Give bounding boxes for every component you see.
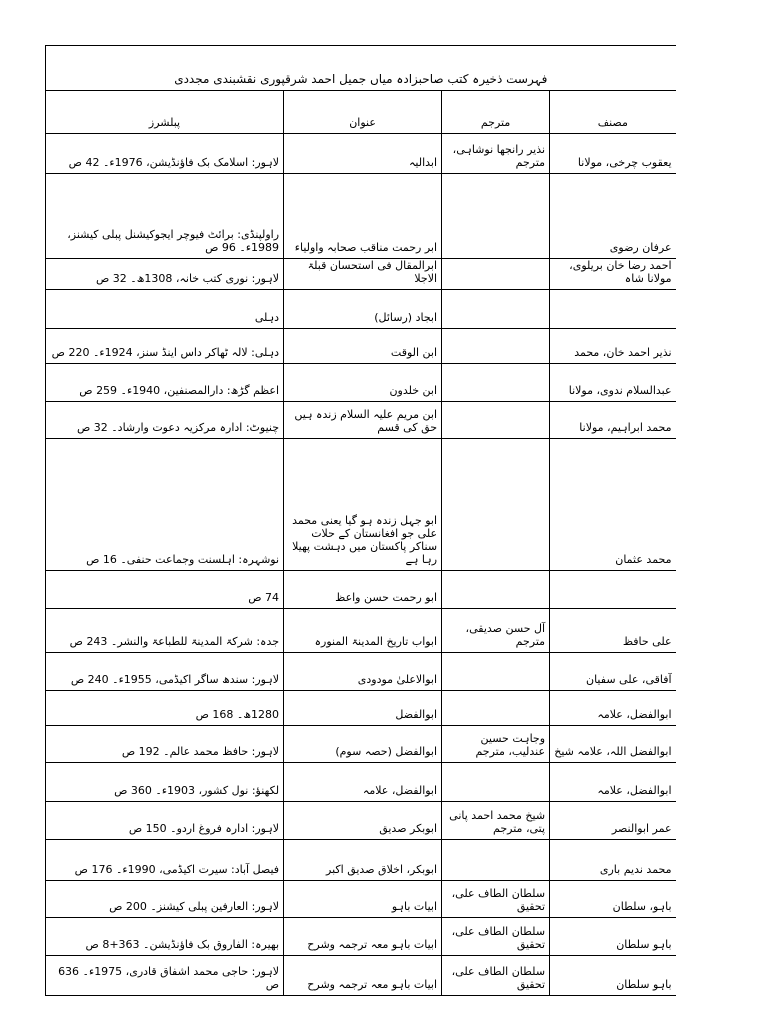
- table-row: [46, 763, 676, 802]
- cell-author: ابوالفضل، علامہ: [550, 763, 676, 802]
- table-row: [46, 439, 676, 571]
- cell-title: ابیات باہو معہ ترجمہ وشرح: [284, 918, 442, 956]
- cell-publisher: لاہور: ادارہ فروغ اردو۔ 150 ص: [46, 802, 284, 840]
- cell-translator: [442, 439, 550, 571]
- cell-translator: سلطان الطاف علی، تحقیق: [442, 881, 550, 918]
- cell-title: ابوالاعلیٰ مودودی: [284, 653, 442, 691]
- cell-author: ابوالفضل اللہ، علامہ شیخ: [550, 726, 676, 763]
- table-row: [46, 364, 676, 402]
- table-row: [46, 290, 676, 329]
- cell-translator: [442, 571, 550, 609]
- cell-title: ابن الوقت: [284, 329, 442, 364]
- table-row: [46, 840, 676, 881]
- table-row: [46, 259, 676, 290]
- cell-title: ابوبکر، اخلاق صدیق اکبر: [284, 840, 442, 881]
- cell-publisher: فیصل آباد: سیرت اکیڈمی، 1990ء۔ 176 ص: [46, 840, 284, 881]
- table-row: [46, 802, 676, 840]
- cell-translator: سلطان الطاف علی، تحقیق: [442, 956, 550, 996]
- cell-title: ابجاد (رسائل): [284, 290, 442, 329]
- cell-translator: [442, 691, 550, 726]
- cell-translator: [442, 329, 550, 364]
- cell-title: ابواب تاریخ المدینۃ المنورہ: [284, 609, 442, 653]
- cell-publisher: لاہور: نوری کتب خانہ، 1308ھ۔ 32 ص: [46, 259, 284, 290]
- table-row: [46, 653, 676, 691]
- cell-publisher: لاہور: العارفین پبلی کیشنز۔ 200 ص: [46, 881, 284, 918]
- cell-translator: [442, 763, 550, 802]
- cell-publisher: جدہ: شرکۃ المدینۃ للطباعۃ والنشر۔ 243 ص: [46, 609, 284, 653]
- table-row: [46, 918, 676, 956]
- table-row: [46, 609, 676, 653]
- cell-translator: [442, 840, 550, 881]
- cell-title: ابو جہل زندہ ہو گیا یعنی محمد علی جو افغانستان کے حلات سناکر پاکستان میں دہشت پھیلا رہا ہے: [284, 439, 442, 571]
- cell-title: ابوالفضل، علامہ: [284, 763, 442, 802]
- cell-author: احمد رضا خان بریلوی، مولانا شاہ: [550, 259, 676, 290]
- cell-author: محمد عثمان: [550, 439, 676, 571]
- cell-author: [550, 571, 676, 609]
- cell-translator: [442, 259, 550, 290]
- cell-translator: آل حسن صدیقی، مترجم: [442, 609, 550, 653]
- cell-translator: شیخ محمد احمد پانی پتی، مترجم: [442, 802, 550, 840]
- cell-publisher: لاہور: حافظ محمد عالم۔ 192 ص: [46, 726, 284, 763]
- cell-title: ابو رحمت حسن واعظ: [284, 571, 442, 609]
- table-row: [46, 329, 676, 364]
- header-publisher: پبلشرز: [46, 91, 284, 134]
- catalog-table: [45, 45, 676, 996]
- cell-title: ابدالیہ: [284, 134, 442, 174]
- table-row: [46, 881, 676, 918]
- cell-author: یعقوب چرخی، مولانا: [550, 134, 676, 174]
- cell-publisher: لکھنؤ: نول کشور، 1903ء۔ 360 ص: [46, 763, 284, 802]
- cell-publisher: 1280ھ۔ 168 ص: [46, 691, 284, 726]
- cell-author: باہو سلطان: [550, 956, 676, 996]
- cell-publisher: دہلی: لالہ ٹھاکر داس اینڈ سنز، 1924ء۔ 220 ص: [46, 329, 284, 364]
- header-row: [46, 91, 676, 134]
- cell-author: باہو، سلطان: [550, 881, 676, 918]
- cell-title: ابیات باہو معہ ترجمہ وشرح: [284, 956, 442, 996]
- cell-author: [550, 290, 676, 329]
- table-row: [46, 956, 676, 996]
- cell-author: عمر ابوالنصر: [550, 802, 676, 840]
- cell-author: محمد ندیم باری: [550, 840, 676, 881]
- header-translator: مترجم: [442, 91, 550, 134]
- cell-publisher: راولپنڈی: برائٹ فیوچر ایجوکیشنل پبلی کیشنز، 1989ء۔ 96 ص: [46, 174, 284, 259]
- cell-title: ابوالفضل: [284, 691, 442, 726]
- cell-translator: [442, 364, 550, 402]
- header-title: عنوان: [284, 91, 442, 134]
- cell-publisher: اعظم گڑھ: دارالمصنفین، 1940ء۔ 259 ص: [46, 364, 284, 402]
- cell-translator: سلطان الطاف علی، تحقیق: [442, 918, 550, 956]
- cell-publisher: لاہور: اسلامک بک فاؤنڈیشن، 1976ء۔ 42 ص: [46, 134, 284, 174]
- page-title: فہرست ذخیرہ کتب صاحبزادہ میاں جمیل احمد شرقپوری نقشبندی مجددی: [46, 46, 676, 91]
- cell-translator: وجاہت حسین عندلیب، مترجم: [442, 726, 550, 763]
- cell-author: عبدالسلام ندوی، مولانا: [550, 364, 676, 402]
- cell-publisher: بھیرہ: الفاروق بک فاؤنڈیشن۔ 363+8 ص: [46, 918, 284, 956]
- table-row: [46, 402, 676, 439]
- cell-translator: نذیر رانجھا نوشاہی، مترجم: [442, 134, 550, 174]
- cell-title: ابن مریم علیہ السلام زندہ ہیں حق کی قسم: [284, 402, 442, 439]
- cell-publisher: لاہور: حاجی محمد اشفاق قادری، 1975ء۔ 636 ص: [46, 956, 284, 996]
- cell-publisher: دہلی: [46, 290, 284, 329]
- cell-title: ابوبکر صدیق: [284, 802, 442, 840]
- header-author: مصنف: [550, 91, 676, 134]
- cell-translator: [442, 290, 550, 329]
- cell-publisher: لاہور: سندھ ساگر اکیڈمی، 1955ء۔ 240 ص: [46, 653, 284, 691]
- cell-author: عرفان رضوی: [550, 174, 676, 259]
- table-row: [46, 134, 676, 174]
- cell-title: ابیات باہو: [284, 881, 442, 918]
- cell-title: ابن خلدون: [284, 364, 442, 402]
- cell-translator: [442, 174, 550, 259]
- cell-publisher: چنیوٹ: ادارہ مرکزیہ دعوت وارشاد۔ 32 ص: [46, 402, 284, 439]
- cell-author: نذیر احمد خان، محمد: [550, 329, 676, 364]
- table-row: [46, 174, 676, 259]
- cell-title: ابوالفضل (حصہ سوم): [284, 726, 442, 763]
- table-row: [46, 726, 676, 763]
- cell-author: باہو سلطان: [550, 918, 676, 956]
- cell-translator: [442, 653, 550, 691]
- table-row: [46, 691, 676, 726]
- cell-author: علی حافظ: [550, 609, 676, 653]
- cell-author: محمد ابراہیم، مولانا: [550, 402, 676, 439]
- cell-publisher: 74 ص: [46, 571, 284, 609]
- table-row: [46, 571, 676, 609]
- cell-publisher: نوشہرہ: اہلسنت وجماعت حنفی۔ 16 ص: [46, 439, 284, 571]
- cell-title: ابر رحمت مناقب صحابہ واولیاء: [284, 174, 442, 259]
- cell-title: ابرالمقال فی استحسان قبلۃ الاجلا: [284, 259, 442, 290]
- cell-translator: [442, 402, 550, 439]
- cell-author: آفاقی، علی سفیان: [550, 653, 676, 691]
- title-row: [46, 46, 676, 91]
- cell-author: ابوالفضل، علامہ: [550, 691, 676, 726]
